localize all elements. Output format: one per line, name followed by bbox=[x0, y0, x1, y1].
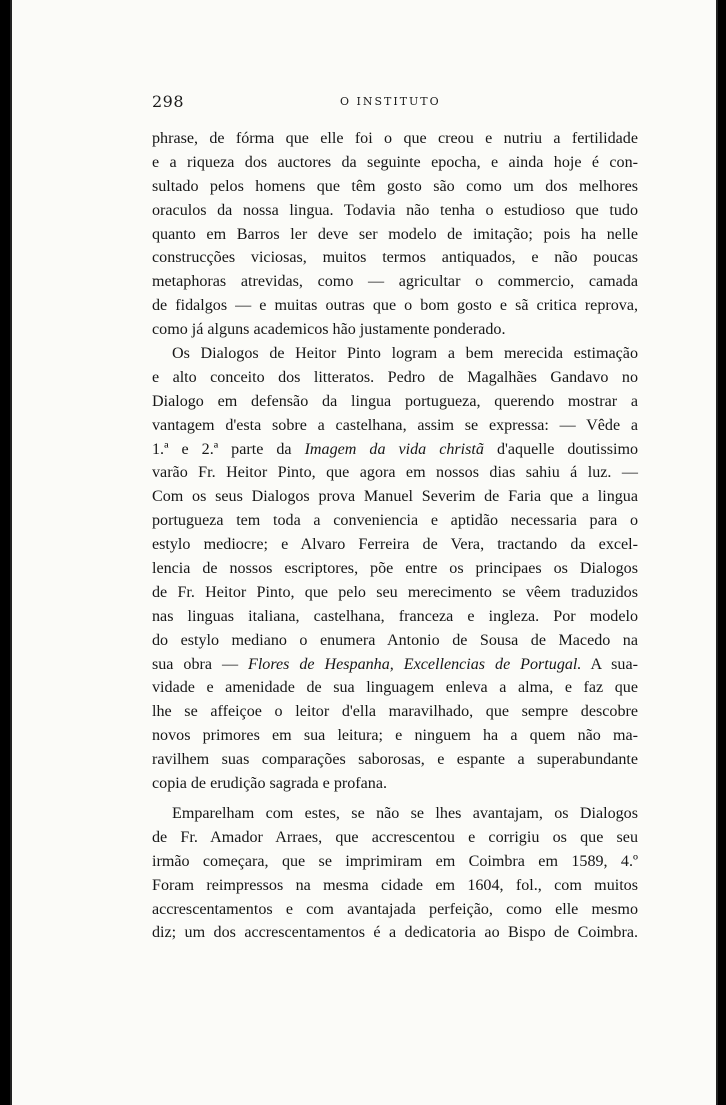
text-line: sultado pelos homens que têm gosto são como um dos melhores bbox=[152, 177, 638, 195]
text-line: vidade e amenidade de sua linguagem enleva a alma, e faz que bbox=[152, 679, 638, 697]
text-line: diz; um dos accrescentamentos é a dedicatoria ao Bispo de Coimbra. bbox=[152, 924, 638, 942]
body-text bbox=[152, 127, 638, 945]
text-line: e alto conceito dos litteratos. Pedro de Magalhães Gandavo no bbox=[152, 368, 638, 386]
text-line-with-italic bbox=[152, 653, 638, 677]
text-line: varão Fr. Heitor Pinto, que agora em nossos dias sahiu á luz. — bbox=[152, 464, 638, 482]
text-line: accrescentamentos e com avantajada perfeição, como elle mesmo bbox=[152, 900, 638, 918]
text-segment: 1.ª e 2.ª parte da bbox=[152, 440, 305, 458]
text-line: como já alguns academicos hão justamente ponderado. bbox=[152, 321, 506, 339]
text-line: metaphoras atrevidas, como — agricultar o commercio, camada bbox=[152, 273, 638, 291]
text-line: Foram reimpressos na mesma cidade em 1604, fol., com muitos bbox=[152, 876, 638, 894]
text-line: phrase, de fórma que elle foi o que creou e nutriu a fertilidade bbox=[152, 130, 638, 147]
text-line: construcções viciosas, muitos termos antiquados, e não poucas bbox=[152, 249, 638, 267]
paragraph-2 bbox=[152, 342, 638, 796]
italic-title: Imagem da vida christã bbox=[304, 440, 484, 458]
text-line-with-italic bbox=[152, 438, 638, 462]
text-line: ravilhem suas comparações saborosas, e espante a superabundante bbox=[152, 751, 638, 769]
text-segment: sua obra — bbox=[152, 655, 248, 673]
text-line: novos primores em sua leitura; e ninguem ha a quem não ma- bbox=[152, 727, 638, 745]
book-page bbox=[10, 0, 718, 1105]
text-line: de Fr. Heitor Pinto, que pelo seu merecimento se vêem traduzidos bbox=[152, 583, 638, 601]
text-line: quanto em Barros ler deve ser modelo de imitação; pois ha nelle bbox=[152, 225, 638, 243]
text-line: oraculos da nossa lingua. Todavia não tenha o estudioso que tudo bbox=[152, 201, 638, 219]
text-line: Dialogo em defensão da lingua portugueza, querendo mostrar a bbox=[152, 392, 638, 410]
text-line: portugueza tem toda a conveniencia e aptidão necessaria para o bbox=[152, 512, 638, 530]
text-segment: A sua- bbox=[581, 655, 638, 673]
page-number: 298 bbox=[152, 92, 185, 111]
text-line: irmão começara, que se imprimiram em Coimbra em 1589, 4.º bbox=[152, 852, 638, 870]
text-line: de Fr. Amador Arraes, que accrescentou e corrigiu os que seu bbox=[152, 828, 638, 846]
text-line: lhe se affeiçoe o leitor d'ella maravilhado, que sempre descobre bbox=[152, 703, 638, 721]
text-line: Com os seus Dialogos prova Manuel Severim de Faria que a lingua bbox=[152, 488, 638, 506]
text-line: Emparelham com estes, se não se lhes avantajam, os Dialogos bbox=[172, 804, 638, 822]
text-line: Os Dialogos de Heitor Pinto logram a bem merecida estimação bbox=[172, 345, 638, 363]
text-line: estylo mediocre; e Alvaro Ferreira de Vera, tractando da excel- bbox=[152, 536, 638, 554]
text-line: copia de erudição sagrada e profana. bbox=[152, 775, 388, 793]
page-header bbox=[152, 92, 638, 116]
paragraph-1 bbox=[152, 127, 638, 342]
text-segment: d'aquelle doutissimo bbox=[483, 440, 639, 458]
running-head: O INSTITUTO bbox=[340, 95, 441, 108]
paragraph-3 bbox=[152, 802, 638, 945]
text-line: lencia de nossos escriptores, põe entre os principaes os Dialogos bbox=[152, 560, 638, 578]
text-line: de fidalgos — e muitas outras que o bom gosto e sã critica reprova, bbox=[152, 297, 638, 315]
italic-title: Flores de Hespanha, Excellencias de Portugal. bbox=[248, 655, 582, 673]
text-line: vantagem d'esta sobre a castelhana, assim se expressa: — Vêde a bbox=[152, 416, 638, 434]
text-line: do estylo mediano o enumera Antonio de Sousa de Macedo na bbox=[152, 631, 638, 649]
text-line: nas linguas italiana, castelhana, franceza e ingleza. Por modelo bbox=[152, 607, 638, 625]
text-line: e a riqueza dos auctores da seguinte epocha, e ainda hoje é con- bbox=[152, 153, 638, 171]
